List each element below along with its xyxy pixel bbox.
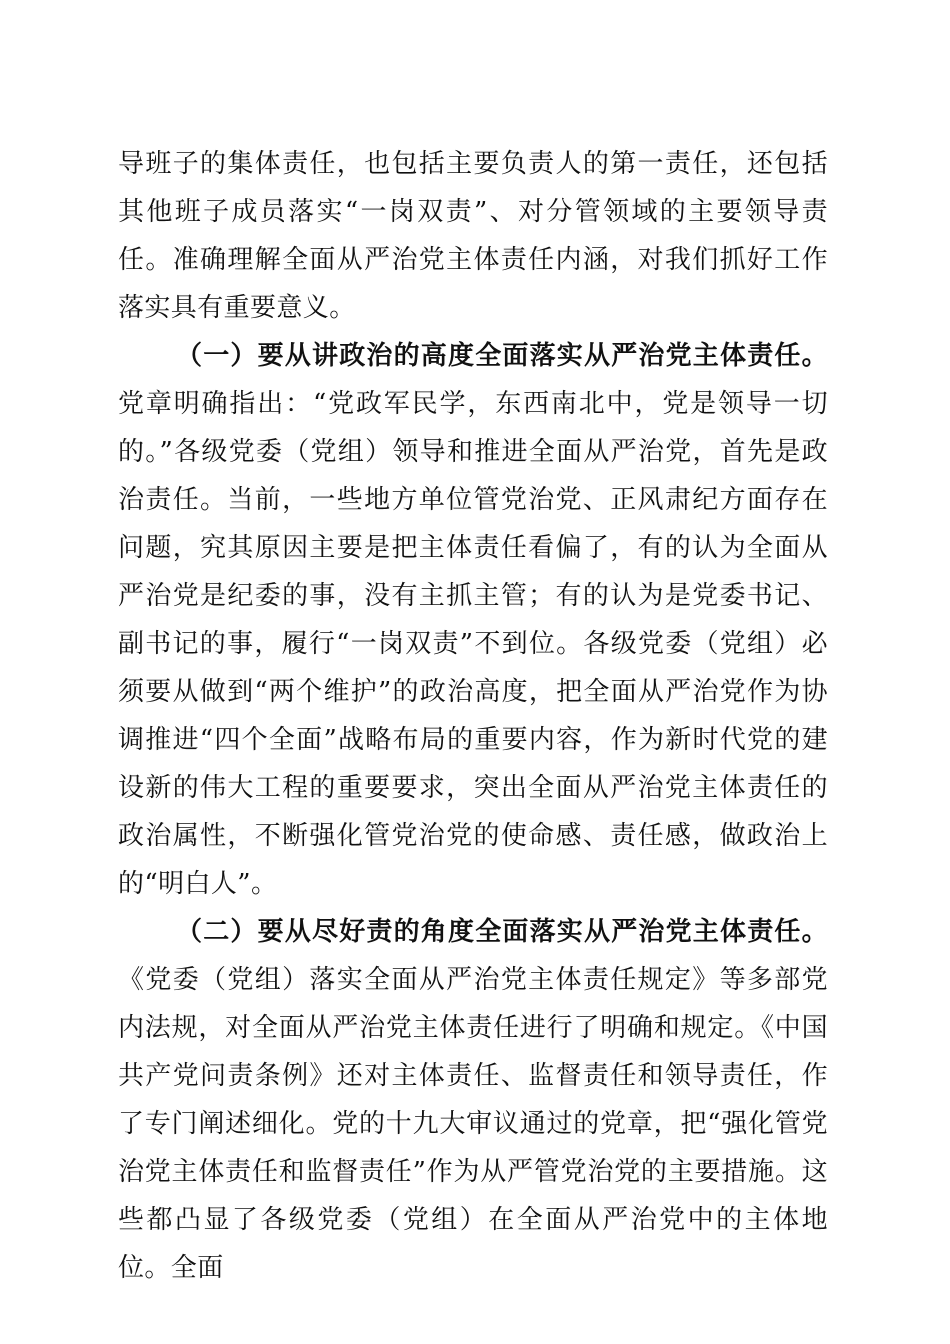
section-heading: （一）要从讲政治的高度全面落实从严治党主体责任。 bbox=[176, 341, 828, 371]
paragraph-continuation bbox=[118, 140, 828, 332]
paragraph-section-two bbox=[118, 908, 828, 1292]
section-heading: （二）要从尽好责的角度全面落实从严治党主体责任。 bbox=[176, 917, 828, 947]
paragraph-text: 《党委（党组）落实全面从严治党主体责任规定》等多部党内法规，对全面从严治党主体责任进行了明确和规定。《中国共产党问责条例》还对主体责任、监督责任和领导责任，作了专门阐述细化。党的十九大审议通过的党章，把“强化管党治党主体责任和监督责任”作为从严管党治党的主要措施。这些都凸显了各级党委（党组）在全面从严治党中的主体地位。全面 bbox=[118, 965, 828, 1283]
paragraph-text: 导班子的集体责任，也包括主要负责人的第一责任，还包括其他班子成员落实“一岗双责”、对分管领域的主要领导责任。准确理解全面从严治党主体责任内涵，对我们抓好工作落实具有重要意义。 bbox=[118, 149, 828, 323]
document-body bbox=[118, 140, 828, 1292]
paragraph-text: 党章明确指出：“党政军民学，东西南北中，党是领导一切的。”各级党委（党组）领导和推进全面从严治党，首先是政治责任。当前，一些地方单位管党治党、正风肃纪方面存在问题，究其原因主要是把主体责任看偏了，有的认为全面从严治党是纪委的事，没有主抓主管；有的认为是党委书记、副书记的事，履行“一岗双责”不到位。各级党委（党组）必须要从做到“两个维护”的政治高度，把全面从严治党作为协调推进“四个全面”战略布局的重要内容，作为新时代党的建设新的伟大工程的重要要求，突出全面从严治党主体责任的政治属性，不断强化管党治党的使命感、责任感，做政治上的“明白人”。 bbox=[118, 389, 828, 899]
paragraph-section-one bbox=[118, 332, 828, 908]
